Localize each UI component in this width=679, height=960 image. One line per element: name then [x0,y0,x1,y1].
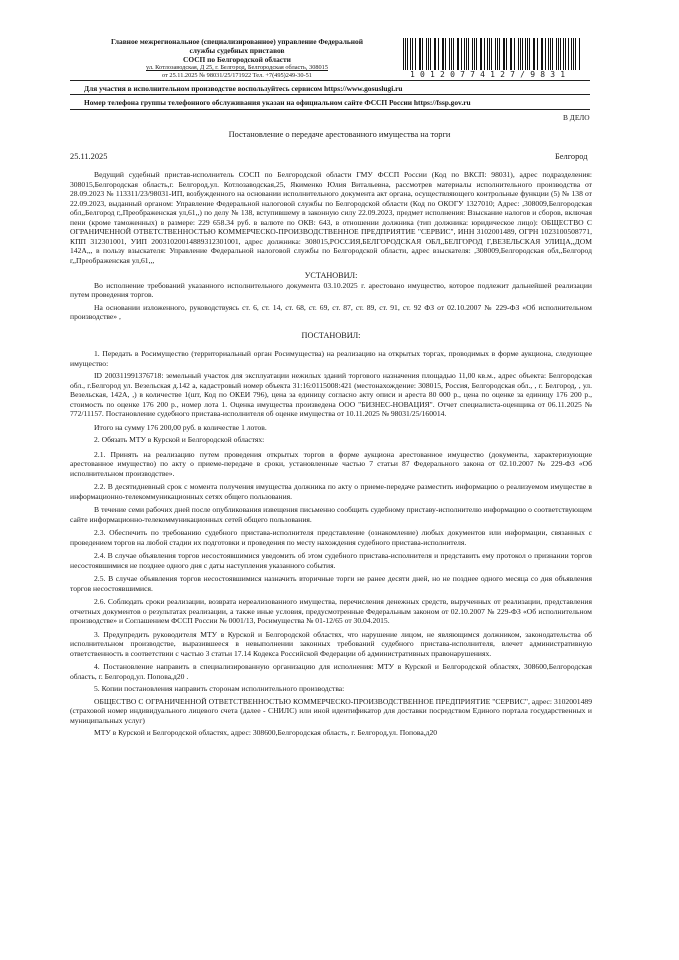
org-line-1: Главное межрегиональное (специализированное) управление Федеральной [110,37,364,46]
barcode-bar [545,38,546,70]
heading-postanovil: ПОСТАНОВИЛ: [301,330,361,340]
barcode-bar [487,38,488,70]
barcode-bar [518,38,519,70]
barcode-bar [449,38,450,70]
org-line-2: службы судебных приставов [189,46,285,55]
barcode-bar [511,38,512,70]
divider [70,80,590,81]
paragraph: 2.4. В случае объявления торгов несостоявшимися уведомить об этом судебного пристава-исполнителя и представить ему протокол о признании торгов несостоявшимися не позднее одного дня с даты наступления указанного события. [70,551,592,570]
barcode-bar [481,38,482,70]
doc-reference: от 25.11.2025 № 98031/25/171922 Тел. +7(495)249-30-51 [162,71,312,79]
paragraph: 2.3. Обеспечить по требованию судебного пристава-исполнителя представление (ознакомление) любых документов или информации, связанных с проведением торгов на любой стадии их подготовки и проведения по месту нахождения судебного пристава-исполнителя. [70,528,592,547]
barcode [403,38,580,70]
paragraph: 5. Копии постановления направить сторонам исполнительного производства: [94,684,345,693]
barcode-bar [412,38,413,70]
divider [70,94,590,95]
barcode-bar [571,38,572,70]
paragraph: 2.1. Принять на реализацию путем проведения открытых торгов в форме аукциона арестованное имущество (документы, характеризующие арестованное имущество) по акту о приеме-передаче в сроки, установленные частью 7 статьи 87 Федерального закона от 02.10.2007 № 229-ФЗ «Об исполнительном производстве». [70,449,592,478]
paragraph: В течение семи рабочих дней после опубликования извещения письменно сообщить судебному приставу-исполнителю информацию о соответствующем сайте информационно-телекоммуникационных сетей общего пользования. [70,505,592,524]
paragraph: Во исполнение требований указанного исполнительного документа 03.10.2025 г. арестовано имущество, которое подлежит дальнейшей реализации путем проведения торгов. [70,280,592,299]
paragraph-total: Итого на сумму 176 200,00 руб. в количестве 1 лотов. [94,422,267,432]
barcode-bar [445,38,446,70]
paragraph: МТУ в Курской и Белгородской областях, адрес: 308600,Белгородская область, г. Белгород,ул. Попова,д20 [94,728,438,737]
paragraph: 3. Предупредить руководителя МТУ в Курской и Белгородской областях, что нарушение лицом, не являющимся должником, законодательства об исполнительном производстве, выразившееся в невыполнении законных требований судебного пристава-исполнителя, влечет административную ответственность в соответствии с частью 3 статьи 17.14 Кодекса Российской Федерации об административных правонарушениях. [70,629,592,658]
barcode-bar [461,38,462,70]
barcode-bar [510,38,511,70]
org-line-3: СОСП по Белгородской области [183,55,291,64]
barcode-bar [495,38,496,70]
paragraph: 2.5. В случае объявления торгов несостоявшимися назначить вторичные торги не ранее десяти дней, но не позднее одного месяца со дня объявления торгов несостоявшимися. [70,574,592,593]
document-title: Постановление о передаче арестованного имущества на торги [228,130,451,139]
paragraph: ОБЩЕСТВО С ОГРАНИЧЕННОЙ ОТВЕТСТВЕННОСТЬЮ КОММЕРЧЕСКО-ПРОИЗВОДСТВЕННОЕ ПРЕДПРИЯТИЕ "СЕРВИС", адрес: 3102001489 (страховой номер индивидуального лицевого счета (далее - СНИЛС) или иной идентификатор для доставки посредством Единого портала государственных и муниципальных услуг) [70,696,592,725]
barcode-bar [499,38,500,70]
barcode-bar [422,38,423,70]
barcode-bar [563,38,564,70]
barcode-bar [410,38,411,70]
document-city: Белгород [555,152,588,161]
barcode-bar [537,38,538,70]
paragraph-property: ID 200311991376718: земельный участок для эксплуатации нежилых зданий торгового назначения площадью 11,00 кв.м., адрес объекта: Белгородская обл., г.Белгород ул. Везельская д.142 а, кадастровый номер объекта 31:16:0115008:421 (местонахождение: 308015, Россия, Белгородская обл., , г. Белгород, , ул. Везельская, 142А, ,) в количестве 1(шт, Код по ОКЕИ 796), цена за единицу согласно акту описи и ареста 80 000 р., цена по оценке за единицу 176 200 р., стоимость по оценке 176 200 р., номер лота 1. Оценка имущества произведена ООО "БИЗНЕС-НОВАЦИЯ". Отчет специалиста-оценщика от 06.11.2025 № 772/11157. Постановление судебного пристава-исполнителя об оценке имущества от 10.11.2025 № 98031/25/160014. [70,371,592,418]
divider [70,109,590,110]
barcode-bar [453,38,454,70]
document-date: 25.11.2025 [70,152,108,161]
heading-ustanovil: УСТАНОВИЛ: [304,271,358,280]
barcode-bar [529,38,530,70]
gosuslugi-note: Для участия в исполнительном производстве воспользуйтесь сервисом https://www.gosuslugi.ru [84,84,403,93]
org-address: ул. Котлозаводская, Д 25, г. Белгород, Белгородская область, 308015 [146,64,328,71]
barcode-bar [575,38,576,70]
paragraph-preamble: Ведущий судебный пристав-исполнитель СОСП по Белгородской области ГМУ ФССП России (Код по ВКСП: 98031), адрес подразделения: 308015,Белгородская область,г. Белгород,ул. Котлозаводская,25, Якименко Юлия Витальевна, рассмотрев материалы исполнительного производства от 28.09.2023 № 113311/23/98031-ИП, возбужденного на основании исполнительного документа акт органа, осуществляющего контрольные функции (5) № 138 от 22.09.2023, выданный органом: Управление Федеральной налоговой службы по Белгородской области (Код по ОКОГУ 1327010; Адрес: ,308009,Белгородская обл,,Белгород г,,Преображенская ул,61,,) по делу № 138, вступившему в законную силу 22.09.2023, предмет исполнения: Взыскание налогов и сборов, включая пени (кроме таможенных) в размере: 229 658.34 руб. в валюте по ОКВ: 643, в отношении должника (тип должника: юридическое лицо): ОБЩЕСТВО С ОГРАНИЧЕННОЙ ОТВЕТСТВЕННОСТЬЮ КОММЕРЧЕСКО-ПРОИЗВОДСТВЕННОЕ ПРЕДПРИЯТИЕ "СЕРВИС", ИНН 3102001489, ОГРН 1023100508771, КПП 312301001, УИП 20031020014889312301001, адрес должника: 308015,РОССИЯ,БЕЛГОРОДСКАЯ ОБЛ,,БЕЛГОРОД Г,ВЕЗЕЛЬСКАЯ УЛИЦА,,ДОМ 142А,,, в пользу взыскателя: Управление Федеральной налоговой службы по Белгородской области, адрес взыскателя: ,308009,Белгородская обл,,Белгород г,,Преображенская ул,61,,, [70,170,592,265]
barcode-bar [552,38,553,70]
paragraph: 2.2. В десятидневный срок с момента получения имущества должника по акту о приеме-передаче разместить информацию о реализуемом имуществе в информационно-телекоммуникационных сетях общего пользования. [70,482,592,501]
issuer-block [72,37,402,79]
barcode-bar [403,38,404,70]
barcode-bar [474,38,475,70]
paragraph: На основании изложенного, руководствуясь ст. 6, ст. 14, ст. 68, ст. 69, ст. 87, ст. 89, ст. 91, ст. 92 ФЗ от 02.10.2007 № 229-ФЗ «Об исполнительном производстве» , [70,302,592,321]
phone-note: Номер телефона группы телефонного обслуживания указан на официальном сайте ФССП России https://fssp.gov.ru [84,98,471,107]
barcode-number: 10120774127/9831 [410,70,571,79]
paragraph: 1. Передать в Росимущество (территориальный орган Росимущества) на реализацию на открытых торгах, проводимых в форме аукциона, следующее имущество: [70,349,592,368]
barcode-bar [426,38,427,70]
paragraph: 2. Обязать МТУ в Курской и Белгородской областях: [94,435,265,444]
barcode-bar [472,38,473,70]
barcode-bar [438,38,439,70]
paragraph: 2.6. Соблюдать сроки реализации, возврата нереализованного имущества, перечисления денежных средств, вырученных от реализации, представления отчетных документов о результатах реализации, а также иные условия, предусмотренные Федеральным законом от 02.10.2007 № 229-ФЗ «Об исполнительном производстве» и Соглашением ФССП России № 0001/13, Росимущества № 01-12/65 от 30.04.2015. [70,597,592,625]
v-delo-mark: В ДЕЛО [563,113,590,122]
barcode-bar [556,38,557,70]
document-body [70,170,592,738]
paragraph: 4. Постановление направить в специализированную организацию для исполнения: МТУ в Курской и Белгородской областях, 308600,Белгородская область, г. Белгород,ул. Попова,д20 . [70,662,592,681]
barcode-bar [525,38,526,70]
barcode-bar [430,38,431,70]
